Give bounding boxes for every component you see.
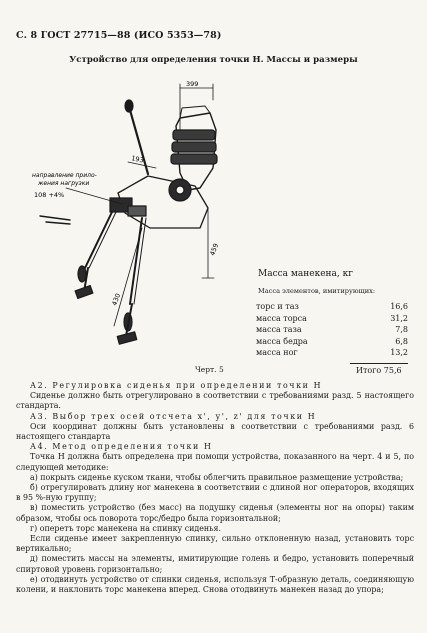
mass-row-label: масса торса: [256, 313, 307, 323]
total-rule: [350, 363, 408, 364]
mass-row-label: масса бедра: [256, 336, 308, 346]
dim-top-label: 399: [186, 80, 199, 88]
h-point-device-drawing: [30, 78, 235, 353]
list-item: д) поместить массы на элементы, имитирующие голень и бедро, установить поперечный спиртовой уровень горизонтально;: [16, 554, 414, 574]
section-title: Устройство для определения точки H. Массы и размеры: [69, 55, 358, 65]
mass-row-label: масса таза: [256, 325, 302, 334]
mass-row-value: 7,8: [395, 325, 408, 334]
load-direction-label-2: жения нагрузки: [38, 180, 90, 187]
load-direction-label-1: направление прило-: [32, 172, 97, 179]
list-item: в) поместить устройство (без масс) на подушку сиденья (элементы ног на опоры) таким образом, чтобы ось поворота торс/бедро была горизонтальной;: [16, 503, 414, 523]
figure-caption: Черт. 5: [195, 365, 224, 374]
mass-table: [256, 301, 408, 359]
angle-label: 108 +4%: [34, 191, 65, 199]
mass-row-label: торс и таз: [256, 302, 299, 311]
section-a2-heading: А2. Регулировка сиденья при определении точки H: [30, 381, 323, 390]
mass-title: Масса манекена, кг: [258, 269, 353, 279]
page-header: С. 8 ГОСТ 27715—88 (ИСО 5353—78): [16, 30, 222, 41]
list-item: б) отрегулировать длину ног манекена в соответствии с длиной ног операторов, входящих в 95 %-ную группу;: [16, 483, 414, 503]
backrest-paragraph: Если сиденье имеет закрепленную спинку, сильно отклоненную назад, установить торс вертикально;: [16, 534, 414, 554]
section-a4-text: Точка H должна быть определена при помощи устройства, показанного на черт. 4 и 5, по следующей методике:: [16, 452, 414, 472]
list-item: г) оперетъ торс манекена на спинку сиденья.: [30, 523, 221, 533]
mass-row-value: 31,2: [390, 313, 408, 323]
mass-row: [256, 301, 408, 313]
section-a4-heading: А4. Метод определения точки H: [30, 442, 213, 452]
mass-total: Итого 75,6: [356, 366, 402, 375]
dim-right-label: 459: [208, 242, 221, 257]
mass-row-value: 16,6: [390, 302, 408, 311]
mass-row: [256, 324, 408, 336]
mass-row-label: масса ног: [256, 348, 298, 357]
section-a2-text: Сиденье должно быть отрегулировано в соответствии с требованиями разд. 5 настоящего стандарта.: [16, 391, 414, 411]
mass-row: [256, 336, 408, 348]
mass-row-value: 13,2: [390, 348, 408, 357]
list-item: а) покрыть сиденье куском ткани, чтобы облегчить правильное размещение устройства;: [30, 472, 404, 482]
list-item: е) отодвинуть устройство от спинки сиденья, используя Т-образную деталь, соединяющую колени, и наклонить торс манекена вперед. Снова отодвинуть манекен назад до упора;: [16, 574, 414, 595]
mass-row-value: 6,8: [395, 336, 408, 346]
mass-row: [256, 313, 408, 325]
dim-lower-label: 430: [110, 292, 123, 307]
section-a3-text: Оси координат должны быть установлены в соответствии с требованиями разд. 6 настоящего стандарта: [16, 421, 414, 442]
dim-left-label: 193: [130, 154, 145, 165]
section-a3-heading: А3. Выбор трех осей отсчета x', y', z' для точки H: [30, 411, 317, 421]
mass-row: [256, 347, 408, 359]
body-text: [16, 381, 414, 595]
mass-subtitle: Масса элементов, имитирующих:: [258, 287, 376, 295]
